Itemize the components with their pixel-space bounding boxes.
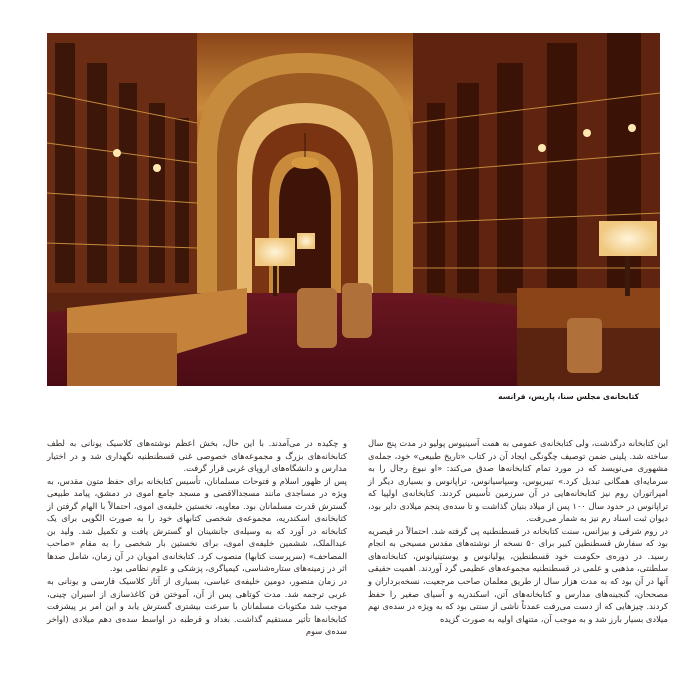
text-column-left bbox=[47, 437, 347, 638]
library-photo bbox=[47, 33, 660, 386]
paragraph: در زمان منصور، دومین خلیفه‌ی عباسی، بسیاری از آثار کلاسیک فارسی و یونانی به عربی ترجمه شد. مدت کوتاهی پس از آن، آموختن فن کاغذسازی از اسیران چینی، موجب شد مکتوبات مسلمانان با سرعت بیشتری گسترش یابد و این امر بر پیشرفت کتابخانه‌ها تأثیر مستقیم گذاشت. بغداد و قرطبه در اواسط سده‌ی دهم میلادی (اواخر سده‌ی سوم bbox=[47, 576, 347, 637]
paragraph: پس از ظهور اسلام و فتوحات مسلمانان، تأسیس کتابخانه برای حفظ متون مقدس، به ویژه در مساجدی مانند مسجدالاقصی و مسجد جامع اموی در دمشق، پیامد طبیعی گسترش قدرت مسلمانان بود. معاویه، نخستین خلیفه‌ی اموی، احتمالاً با الهام گرفتن از کتابخانه‌ی اسکندریه، مجموعه‌ی شخصی کتابهای خود را به صورت الگویی برای یک کتابخانه در آورد که به وسیله‌ی جانشینان او گسترش یافت و تکمیل شد. ولید بن عبدالملک، ششمین خلیفه‌ی اموی، برای نخستین بار شخصی را به مقام «صاحب المصاحف» (سرپرست کتابها) منصوب کرد. کتابخانه‌ی امویان در آن زمان، شامل صدها اثر در زمینه‌های ستاره‌شناسی، کیمیاگری، پزشکی و علوم نظامی بود. bbox=[47, 475, 347, 574]
paragraph: و چکیده در می‌آمدند. با این حال، بخش اعظم نوشته‌های کلاسیک یونانی به لطف کتابخانه‌های بزرگ و مجموعه‌های خصوصی غنی قسطنطنیه نگهداری شد و در اختیار مدارس و دانشگاه‌های اروپای غربی قرار گرفت. bbox=[47, 438, 347, 474]
figure-caption: کتابخانه‌ی مجلس سنا، پاریس، فرانسه bbox=[498, 392, 639, 401]
text-column-right bbox=[368, 437, 668, 625]
paragraph: این کتابخانه درگذشت، ولی کتابخانه‌ی عمومی به همت آسینیوس پولیو در مدت پنج سال ساخته شد. پلینی ضمن توصیف چگونگی ایجاد آن در کتاب «تاریخ طبیعی» خود، جمله‌ی مشهوری می‌نویسد که در مورد تمام کتابخانه‌ها صدق می‌کند: «او نبوغ رجال را به سرمایه‌ای همگانی تبدیل کرد.» تیبریوس، وسپاسیانوس، تراپانوس و بسیاری دیگر از امپراتوران روم نیز کتابخانه‌هایی در آن سرزمین تأسیس کردند. کتابخانه‌ی اولپیا که تراپانوس در حدود سال ۱۰۰ پس از میلاد بنیان گذاشت و تا سده‌ی پنجم میلادی دایر بود، دیوان ثبت اسناد رم نیز به شمار می‌رفت. bbox=[368, 438, 668, 524]
paragraph: در روم شرقی و بیزانس، سنت کتابخانه در قسطنطنیه پی گرفته شد. احتمالاً در قیصریه بود که سفارش قسطنطین کبیر برای ۵۰ نسخه از نوشته‌های مقدس مسیحی به انجام رسید. در دوره‌ی حکومت خود قسطنطین، یولیانوس و یوستینیانوس، کتابخانه‌های سلطنتی، مذهبی و علمی در قسطنطنیه مجموعه‌های عظیمی گرد آوردند. اهمیت حقیقی آنها در آن بود که به مدت هزار سال از طریق معلمان صاحب مرجعیت، نسخه‌برداران و مصححان، گنجینه‌های مدارس و کتابخانه‌های آتن، اسکندریه و آسیای صغیر را حفظ کردند. چیزهایی که از دست می‌رفت عمدتاً ناشی از سنتی بود که به ویژه در سده‌ی نهم میلادی بسیار بارز شد و به موجب آن، متنهای اولیه به صورت گزیده bbox=[368, 525, 668, 624]
library-interior-illustration bbox=[47, 33, 660, 386]
